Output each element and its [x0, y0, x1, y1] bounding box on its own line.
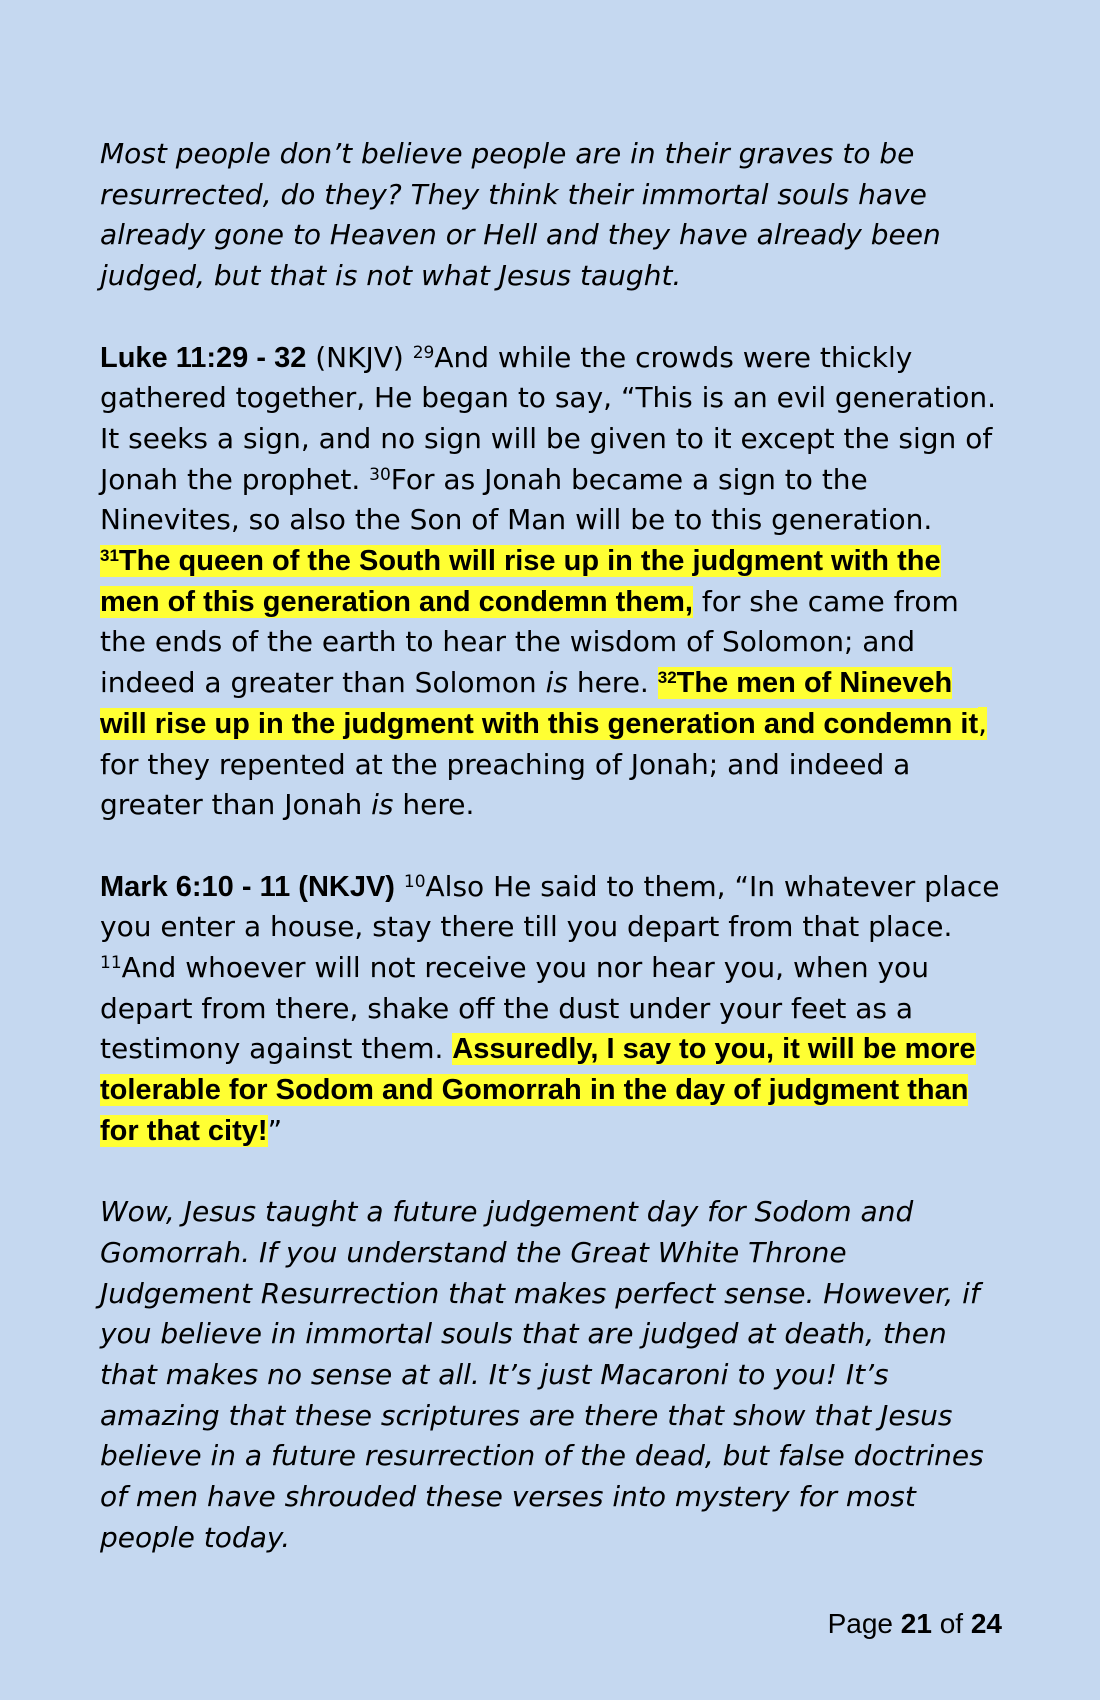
verse-number-11: 11	[100, 953, 122, 974]
verse-30-text: For as Jonah became a sign to the Ninevites, so also the Son of Man will be to this generation.	[100, 462, 933, 537]
luke-passage	[100, 338, 1005, 826]
verse-32-text-b: here.	[393, 788, 475, 822]
luke-version: (NKJV)	[306, 340, 413, 374]
of-label: of	[931, 1608, 971, 1639]
closing-text: Wow, Jesus taught a future judgement day for Sodom and Gomorrah. If you understand the Great White Throne Judgement Resurrection that makes perfect sense. However, if you believe in immortal souls that are judged at death, then that makes no sense at all. It’s just Macaroni to you! It’s amazing that these scriptures are there that show that Jesus believe in a future resurrection of the dead, but false doctrines of men have shrouded these verses into mystery for most people today.	[100, 1195, 984, 1554]
verse-11-text: And whoever will not receive you nor hear you, when you depart from there, shake off the dust under your feet as a testimony against them.	[100, 951, 929, 1066]
verse-10-text: Also He said to them, “In whatever place you enter a house, stay there till you depart from that place.	[100, 869, 1000, 944]
verse-11-close-quote: ”	[267, 1113, 283, 1147]
verse-31-highlight-text: The queen of the South will rise up in the judgment with the men of this generation and condemn them,	[100, 545, 941, 618]
verse-number-30: 30	[369, 464, 391, 485]
verse-number-29: 29	[412, 342, 435, 363]
page-number	[828, 1608, 1002, 1640]
page-total: 24	[970, 1608, 1002, 1639]
verse-number-31: 31	[100, 546, 119, 566]
verse-32-comma: ,	[978, 706, 988, 740]
verse-31-text-a: for she came from the ends of the earth to hear the wisdom of Solomon; and indeed a greater than Solomon	[100, 584, 959, 700]
verse-32-text-a: for they repented at the preaching of Jonah; and indeed a greater than Jonah	[100, 747, 911, 822]
mark-reference: Mark 6:10 - 11 (NKJV)	[100, 870, 395, 903]
closing-paragraph	[100, 1192, 1005, 1558]
luke-reference: Luke 11:29 - 32	[100, 341, 307, 374]
page-label: Page	[827, 1608, 901, 1639]
mark-passage	[100, 867, 1005, 1152]
page-content	[100, 134, 1005, 1599]
verse-32-highlight-text: The men of Nineveh will rise up in the judgment with this generation and condemn it	[100, 667, 979, 740]
verse-32-italic-is: is	[371, 788, 394, 822]
verse-31-text-b: here.	[567, 666, 658, 700]
verse-31-italic-is: is	[545, 666, 568, 700]
intro-paragraph	[100, 134, 1005, 297]
page-current: 21	[900, 1608, 932, 1639]
verse-number-32: 32	[657, 668, 677, 688]
verse-number-10: 10	[403, 871, 426, 892]
intro-text: Most people don’t believe people are in their graves to be resurrected, do they? They think their immortal souls have already gone to Heaven or Hell and they have already been judged, but that is not what Jesus taught.	[100, 137, 941, 293]
verse-11-highlight: Assuredly, I say to you, it will be more tolerable for Sodom and Gomorrah in the day of judgment than for that city!	[100, 1033, 976, 1147]
verse-29-text: And while the crowds were thickly gathered together, He began to say, “This is an evil generation. It seeks a sign, and no sign will be given to it except the sign of Jonah the prophet.	[100, 340, 997, 496]
